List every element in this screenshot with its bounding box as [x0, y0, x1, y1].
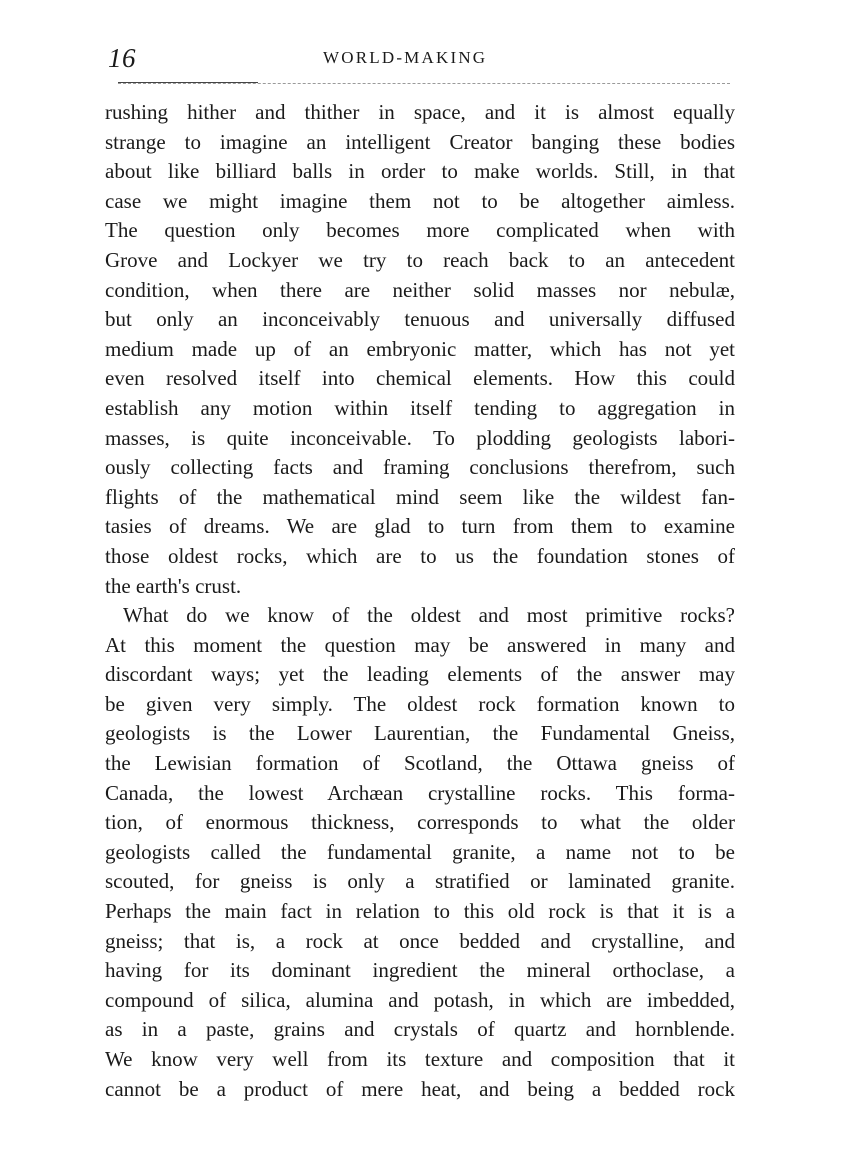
running-head: WORLD-MAKING: [323, 48, 488, 67]
text-line: medium made up of an embryonic matter, which has not yet: [105, 336, 735, 361]
header-rule-dashed: [118, 83, 730, 84]
text-line: geologists called the fundamental granite, a name not to be: [105, 839, 735, 864]
text-line: scouted, for gneiss is only a stratified or laminated granite.: [105, 869, 735, 894]
text-line: We know very well from its texture and composition that it: [105, 1047, 735, 1071]
text-line: What do we know of the oldest and most primitive rocks?: [123, 603, 735, 628]
text-line: case we might imagine them not to be altogether aimless.: [105, 188, 735, 213]
text-line: tasies of dreams. We are glad to turn from them to examine: [105, 514, 735, 539]
paragraph-2: [105, 601, 735, 1104]
text-line: masses, is quite inconceivable. To plodding geologists labori-: [105, 425, 735, 450]
text-line: condition, when there are neither solid masses nor nebulæ,: [105, 277, 735, 302]
text-line: those oldest rocks, which are to us the foundation stones of: [105, 543, 735, 568]
text-line: compound of silica, alumina and potash, in which are imbedded,: [105, 987, 735, 1012]
page-header: [108, 40, 730, 76]
text-line: having for its dominant ingredient the mineral orthoclase, a: [105, 958, 735, 983]
text-line: establish any motion within itself tending to aggregation in: [105, 395, 735, 420]
text-line: strange to imagine an intelligent Creator banging these bodies: [105, 129, 735, 154]
text-line: Canada, the lowest Archæan crystalline rocks. This forma-: [105, 780, 735, 805]
text-line: the Lewisian formation of Scotland, the Ottawa gneiss of: [105, 751, 735, 776]
text-line: ously collecting facts and framing conclusions therefrom, such: [105, 455, 735, 480]
text-line: as in a paste, grains and crystals of quartz and hornblende.: [105, 1017, 735, 1042]
page-number: 16: [108, 43, 136, 73]
text-line: rushing hither and thither in space, and it is almost equally: [105, 100, 735, 124]
body-text: [105, 98, 735, 1104]
text-line: about like billiard balls in order to make worlds. Still, in that: [105, 159, 735, 184]
text-line: be given very simply. The oldest rock formation known to: [105, 691, 735, 716]
text-line: tion, of enormous thickness, corresponds to what the older: [105, 810, 735, 835]
paragraph-1: [105, 98, 735, 601]
text-line: the earth's crust.: [105, 573, 242, 598]
text-line: cannot be a product of mere heat, and being a bedded rock: [105, 1076, 735, 1101]
text-line: even resolved itself into chemical elements. How this could: [105, 366, 735, 391]
text-line: geologists is the Lower Laurentian, the Fundamental Gneiss,: [105, 721, 735, 746]
text-line: At this moment the question may be answered in many and: [105, 632, 735, 657]
text-line: discordant ways; yet the leading elements of the answer may: [105, 662, 735, 687]
text-line: Perhaps the main fact in relation to this old rock is that it is a: [105, 899, 735, 924]
text-line: but only an inconceivably tenuous and universally diffused: [105, 307, 735, 332]
text-line: flights of the mathematical mind seem like the wildest fan-: [105, 484, 735, 509]
text-line: Grove and Lockyer we try to reach back to an antecedent: [105, 247, 735, 272]
text-line: The question only becomes more complicated when with: [105, 218, 735, 243]
text-line: gneiss; that is, a rock at once bedded and crystalline, and: [105, 928, 735, 953]
